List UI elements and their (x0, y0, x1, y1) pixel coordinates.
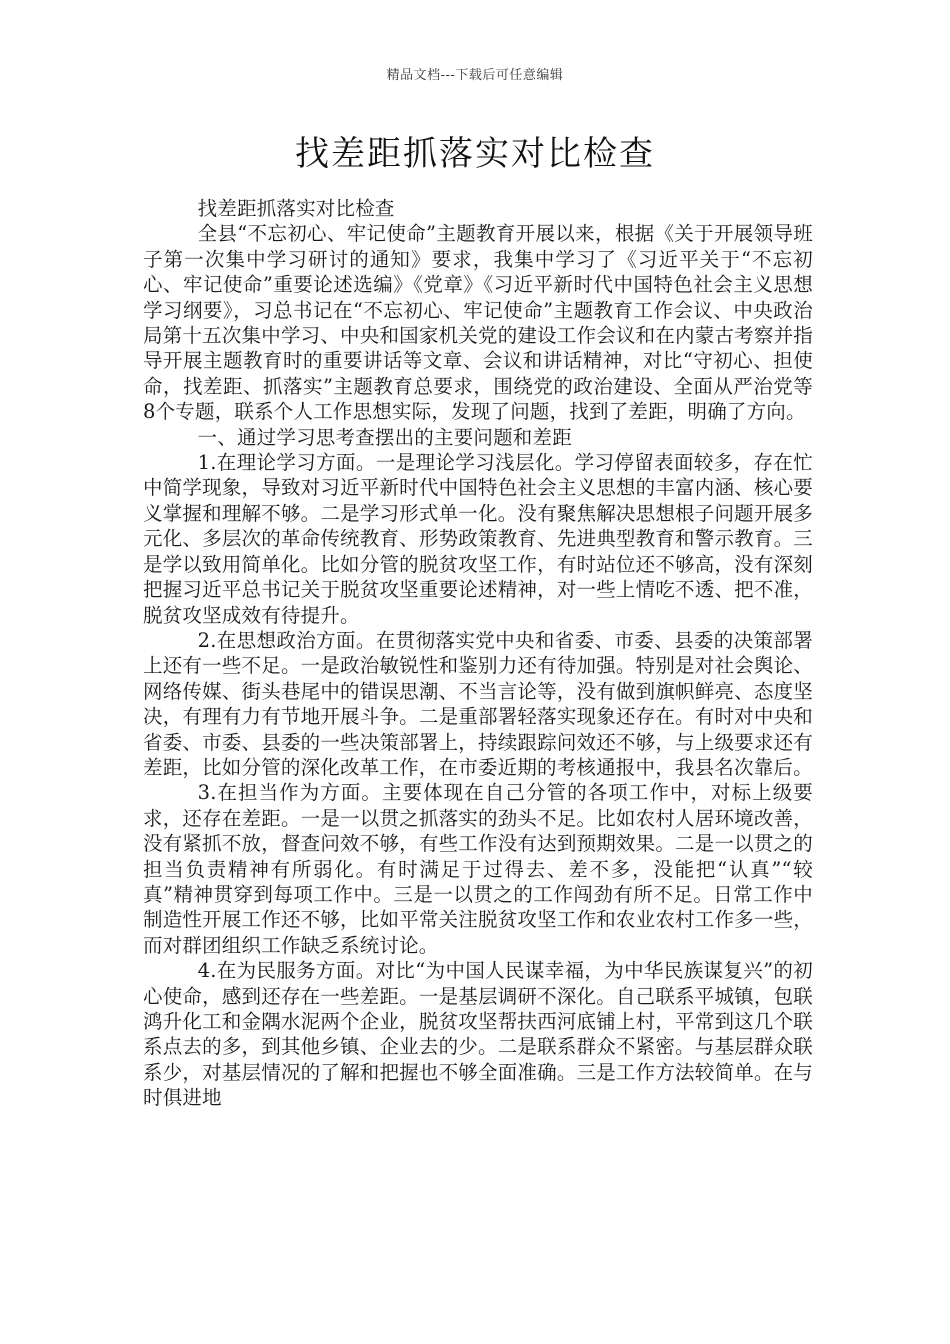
header-note: 精品文档---下载后可任意编辑 (386, 68, 564, 83)
document-body (143, 196, 813, 1111)
body-paragraph: 找差距抓落实对比检查 (197, 197, 395, 220)
document-title: 找差距抓落实对比检查 (295, 134, 655, 174)
body-paragraph: 2.在思想政治方面。在贯彻落实党中央和省委、市委、县委的决策部署上还有一些不足。一是政治敏锐性和鉴别力还有待加强。特别是对社会舆论、网络传媒、街头巷尾中的错误思潮、不当言论等，没有做到旗帜鲜亮、态度坚决，有理有力有节地开展斗争。二是重部署轻落实现象还存在。有时对中央和省委、市委、县委的一些决策部署上，持续跟踪问效还不够，与上级要求还有差距，比如分管的深化改革工作，在市委近期的考核通报中，我县名次靠后。 (143, 628, 813, 779)
body-paragraph: 1.在理论学习方面。一是理论学习浅层化。学习停留表面较多，存在忙中简学现象，导致对习近平新时代中国特色社会主义思想的丰富内涵、核心要义掌握和理解不够。二是学习形式单一化。没有聚焦解决思想根子问题开展多元化、多层次的革命传统教育、形势政策教育、先进典型教育和警示教育。三是学以致用简单化。比如分管的脱贫攻坚工作，有时站位还不够高，没有深刻把握习近平总书记关于脱贫攻坚重要论述精神，对一些上情吃不透、把不准，脱贫攻坚成效有待提升。 (143, 451, 813, 627)
body-paragraph: 3.在担当作为方面。主要体现在自己分管的各项工作中，对标上级要求，还存在差距。一是一以贯之抓落实的劲头不足。比如农村人居环境改善，没有紧抓不放，督查问效不够，有些工作没有达到预期效果。二是一以贯之的担当负责精神有所弱化。有时满足于过得去、差不多，没能把“认真”“较真”精神贯穿到每项工作中。三是一以贯之的工作闯劲有所不足。日常工作中制造性开展工作还不够，比如平常关注脱贫攻坚工作和农业农村工作多一些，而对群团组织工作缺乏系统讨论。 (143, 781, 813, 957)
body-paragraph: 全县“不忘初心、牢记使命”主题教育开展以来，根据《关于开展领导班子第一次集中学习研讨的通知》要求，我集中学习了《习近平关于“不忘初心、牢记使命”重要论述选编》《党章》《习近平新时代中国特色社会主义思想学习纲要》，习总书记在“不忘初心、牢记使命”主题教育工作会议、中央政治局第十五次集中学习、中央和国家机关党的建设工作会议和在内蒙古考察并指导开展主题教育时的重要讲话等文章、会议和讲话精神，对比“守初心、担使命，找差距、抓落实”主题教育总要求，围绕党的政治建设、全面从严治党等8个专题，联系个人工作思想实际，发现了问题，找到了差距，明确了方向。 (143, 222, 813, 424)
body-paragraph: 4.在为民服务方面。对比“为中国人民谋幸福，为中华民族谋复兴”的初心使命，感到还存在一些差距。一是基层调研不深化。自己联系平城镇，包联鸿升化工和金隅水泥两个企业，脱贫攻坚帮扶西河底铺上村，平常到这几个联系点去的多，到其他乡镇、企业去的少。二是联系群众不紧密。与基层群众联系少，对基层情况的了解和把握也不够全面准确。三是工作方法较简单。在与时俱进地 (143, 959, 813, 1110)
section-heading: 一、通过学习思考查摆出的主要问题和差距 (197, 425, 572, 449)
